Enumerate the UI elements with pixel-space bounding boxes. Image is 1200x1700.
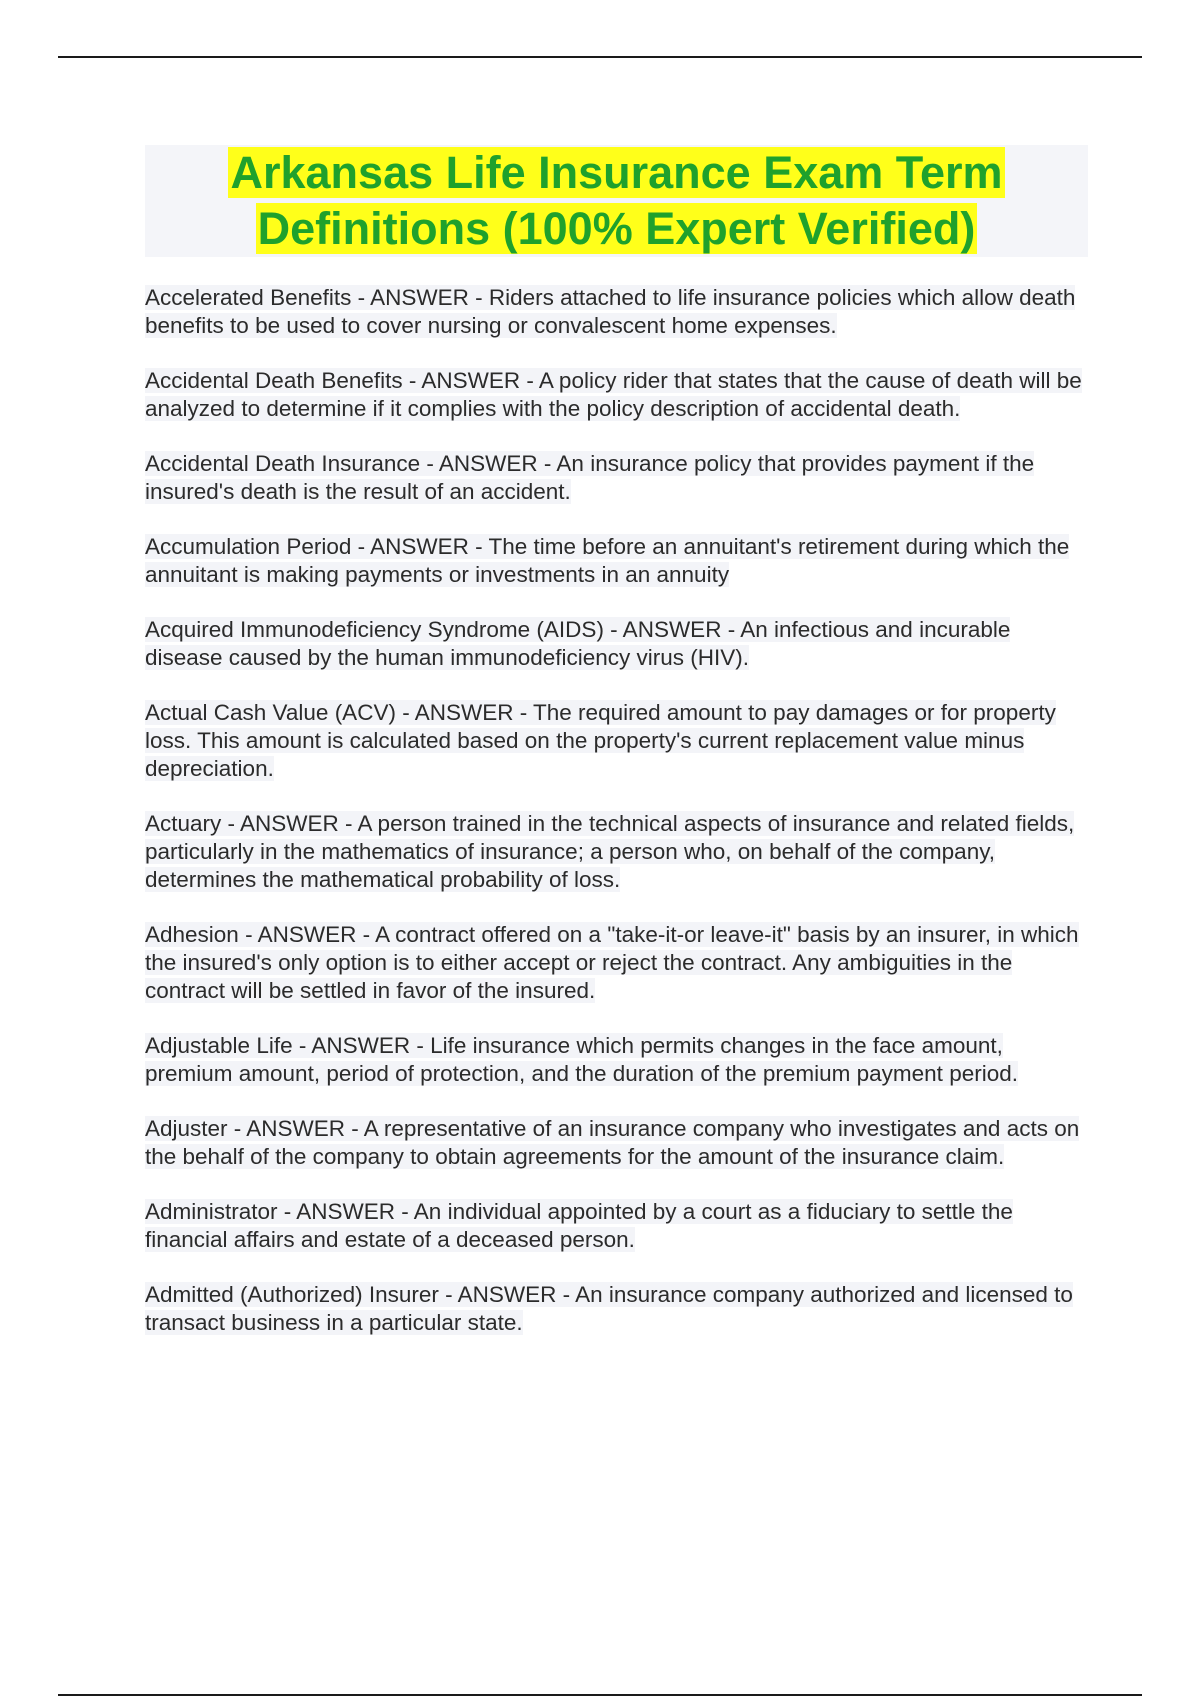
definition-text: Administrator - ANSWER - An individual appointed by a court as a fiduciary to settle the financial affairs and estate of a deceased person.	[145, 1199, 1013, 1252]
definition-entry	[145, 284, 1090, 340]
definition-entry	[145, 450, 1090, 506]
definition-text: Accidental Death Benefits - ANSWER - A policy rider that states that the cause of death will be analyzed to determine if it complies with the policy description of accidental death.	[145, 368, 1082, 421]
title-block	[145, 145, 1088, 257]
bottom-rule	[58, 1694, 1142, 1696]
definition-entry	[145, 1032, 1090, 1088]
definition-entry	[145, 810, 1090, 894]
definition-text: Adhesion - ANSWER - A contract offered on a "take-it-or leave-it" basis by an insurer, in which the insured's only option is to either accept or reject the contract. Any ambiguities in the contract will be settled in favor of the insured.	[145, 922, 1079, 1003]
definition-text: Actuary - ANSWER - A person trained in the technical aspects of insurance and related fields, particularly in the mathematics of insurance; a person who, on behalf of the company, determines the mathematical probability of loss.	[145, 811, 1075, 892]
definition-text: Adjuster - ANSWER - A representative of an insurance company who investigates and acts on the behalf of the company to obtain agreements for the amount of the insurance claim.	[145, 1116, 1080, 1169]
definition-text: Acquired Immunodeficiency Syndrome (AIDS) - ANSWER - An infectious and incurable disease caused by the human immunodeficiency virus (HIV).	[145, 617, 1011, 670]
definition-text: Accumulation Period - ANSWER - The time before an annuitant's retirement during which the annuitant is making payments or investments in an annuity	[145, 534, 1070, 587]
definition-text: Adjustable Life - ANSWER - Life insurance which permits changes in the face amount, premium amount, period of protection, and the duration of the premium payment period.	[145, 1033, 1018, 1086]
definition-entry	[145, 921, 1090, 1005]
definition-text: Accelerated Benefits - ANSWER - Riders attached to life insurance policies which allow death benefits to be used to cover nursing or convalescent home expenses.	[145, 285, 1076, 338]
page-title	[228, 145, 1004, 257]
definition-entry	[145, 1198, 1090, 1254]
definition-entry	[145, 1281, 1090, 1337]
definition-text: Accidental Death Insurance - ANSWER - An insurance policy that provides payment if the insured's death is the result of an accident.	[145, 451, 1035, 504]
definition-entry	[145, 367, 1090, 423]
definition-entry	[145, 699, 1090, 783]
definition-entry	[145, 533, 1090, 589]
definition-text: Actual Cash Value (ACV) - ANSWER - The required amount to pay damages or for property loss. This amount is calculated based on the property's current replacement value minus depreciation.	[145, 700, 1056, 781]
definitions-list	[145, 284, 1090, 1364]
title-line-1: Arkansas Life Insurance Exam Term	[230, 147, 1003, 198]
definition-text: Admitted (Authorized) Insurer - ANSWER - An insurance company authorized and licensed to transact business in a particular state.	[145, 1282, 1073, 1335]
definition-entry	[145, 616, 1090, 672]
title-line-2: Definitions (100% Expert Verified)	[257, 203, 976, 254]
top-rule	[58, 56, 1142, 58]
definition-entry	[145, 1115, 1090, 1171]
